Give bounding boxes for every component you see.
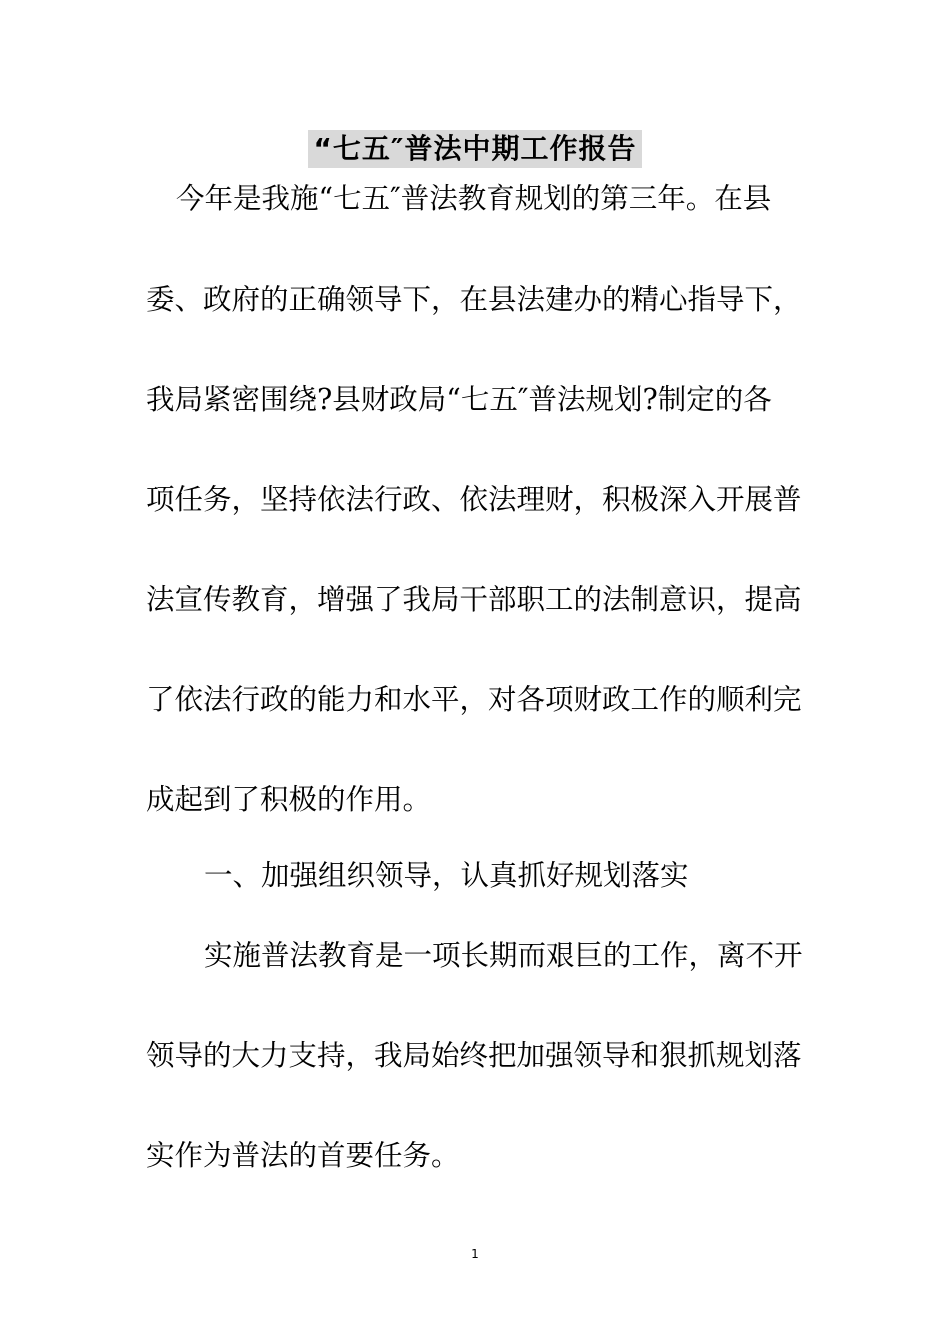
- page-number: 1: [471, 1247, 479, 1261]
- title-container: [0, 130, 950, 168]
- paragraph-2-line-3: 实作为普法的首要任务。: [146, 1139, 460, 1172]
- section-heading-1: 一、加强组织领导，认真抓好规划落实: [204, 859, 689, 892]
- paragraph-1-line-4: 项任务，坚持依法行政、依法理财，积极深入开展普: [146, 483, 802, 516]
- paragraph-1-line-7: 成起到了积极的作用。: [146, 783, 432, 816]
- paragraph-1-line-5: 法宣传教育，增强了我局干部职工的法制意识，提高: [146, 583, 802, 616]
- paragraph-2-line-1: 实施普法教育是一项长期而艰巨的工作，离不开: [204, 939, 803, 972]
- paragraph-1-line-1: 今年是我施“七五″普法教育规划的第三年。在县: [176, 182, 772, 215]
- paragraph-1-line-6: 了依法行政的能力和水平，对各项财政工作的顺利完: [146, 683, 802, 716]
- document-title: “七五″普法中期工作报告: [308, 130, 643, 168]
- paragraph-1-line-2: 委、政府的正确领导下，在县法建办的精心指导下，: [146, 283, 802, 316]
- paragraph-1-line-3: 我局紧密围绕?县财政局“七五″普法规划?制定的各: [146, 383, 772, 416]
- paragraph-2-line-2: 领导的大力支持，我局始终把加强领导和狠抓规划落: [146, 1039, 802, 1072]
